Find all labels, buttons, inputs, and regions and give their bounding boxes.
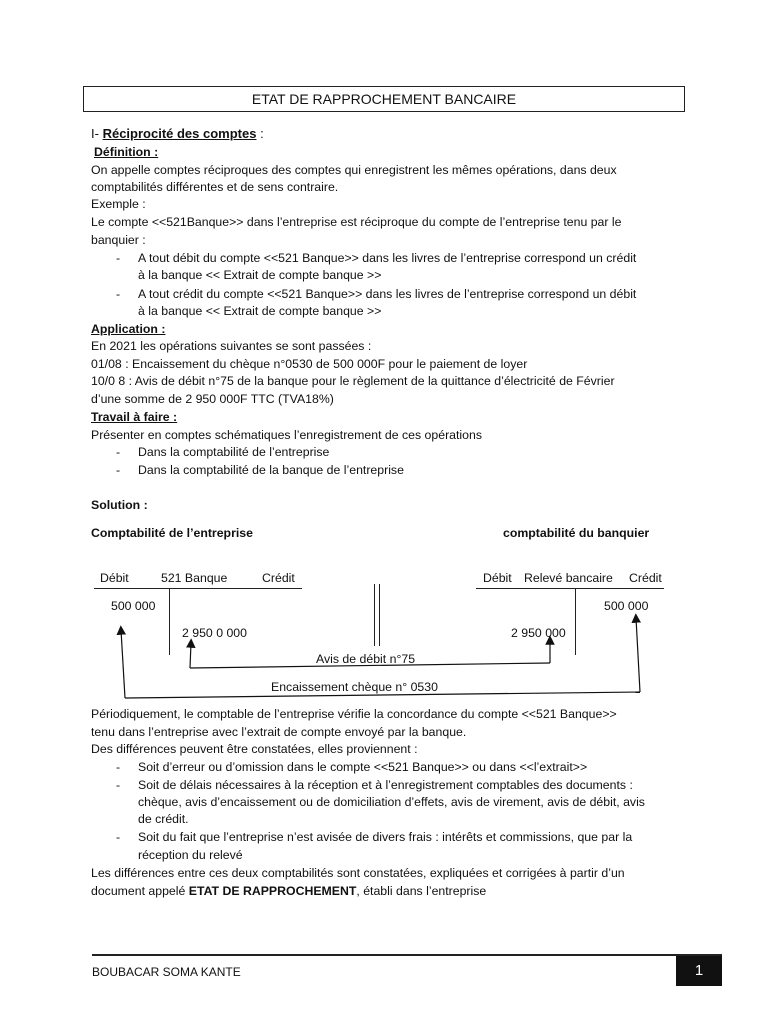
explanation-bullet-1: Soit d’erreur ou d’omission dans le compte <<521 Banque>> ou dans <<l’extrait>>: [138, 760, 588, 774]
operation-1: 01/08 : Encaissement du chèque n°0530 de 500 000F pour le paiement de loyer: [91, 357, 528, 371]
application-label: Application :: [91, 322, 166, 336]
operation-2-line-2: d’une somme de 2 950 000F TTC (TVA18%): [91, 392, 334, 406]
bullet-marker: -: [116, 760, 121, 774]
bullet-2-line-1: A tout crédit du compte <<521 Banque>> dans les livres de l’entreprise correspond un débit: [138, 287, 637, 301]
left-credit-label: Crédit: [262, 571, 295, 585]
bullet-marker: -: [116, 778, 121, 792]
left-credit-value: 2 950 0 000: [182, 626, 247, 640]
bullet-marker: -: [116, 445, 121, 459]
cheque-arrow-left: [121, 630, 125, 698]
bullet-1-line-1: A tout débit du compte <<521 Banque>> dans les livres de l’entreprise correspond un crédit: [138, 251, 637, 265]
explanation-p3-emphasis: ETAT DE RAPPROCHEMENT: [188, 884, 357, 898]
explanation-p2: Des différences peuvent être constatées, elles proviennent :: [91, 742, 418, 756]
right-credit-value: 500 000: [604, 599, 649, 613]
debit-notice-label: Avis de débit n°75: [316, 652, 416, 666]
right-debit-label: Débit: [483, 571, 512, 585]
example-line-2: banquier :: [91, 233, 146, 247]
explanation-bullet-3-line-1: Soit du fait que l’entreprise n’est avisée de divers frais : intérêts et commissions, que par la: [138, 830, 633, 844]
explanation-bullet-3-line-2: réception du relevé: [138, 848, 243, 862]
bullet-marker: -: [116, 251, 121, 265]
page-number: 1: [676, 956, 722, 986]
right-account-name: Relevé bancaire: [524, 571, 613, 585]
explanation-p3-line-2: [91, 884, 486, 898]
operation-2-line-1: 10/0 8 : Avis de débit n°75 de la banque pour le règlement de la quittance d’électricité de Février: [91, 374, 615, 388]
bullet-marker: -: [116, 830, 121, 844]
cheque-label: Encaissement chèque n° 0530: [271, 680, 438, 694]
explanation-p1-line-2: tenu dans l’entreprise avec l’extrait de compte envoyé par la banque.: [91, 725, 467, 739]
footer-author: BOUBACAR SOMA KANTE: [92, 965, 241, 979]
work-label: Travail à faire :: [91, 410, 178, 424]
explanation-p1-line-1: Périodiquement, le comptable de l’entreprise vérifie la concordance du compte <<521 Banque>>: [91, 707, 617, 721]
explanation-p3-part-c: , établi dans l’entreprise: [356, 884, 487, 898]
example-line-1: Le compte <<521Banque>> dans l’entreprise est réciproque du compte de l’entreprise tenu par le: [91, 215, 622, 229]
bullet-2-line-2: à la banque << Extrait de compte banque >>: [138, 304, 382, 318]
example-label: Exemple :: [91, 197, 146, 211]
right-credit-label: Crédit: [629, 571, 662, 585]
left-debit-value: 500 000: [111, 599, 156, 613]
work-line: Présenter en comptes schématiques l’enregistrement de ces opérations: [91, 428, 482, 442]
left-account-name: 521 Banque: [161, 571, 228, 585]
explanation-p3-part-a: document appelé: [91, 884, 189, 898]
cheque-arrow-right: [636, 618, 640, 692]
left-heading: Comptabilité de l’entreprise: [91, 526, 253, 540]
bullet-1-line-2: à la banque << Extrait de compte banque >>: [138, 268, 382, 282]
right-debit-value: 2 950 000: [511, 626, 566, 640]
explanation-bullet-2-line-2: chèque, avis d’encaissement ou de domiciliation d’effets, avis de virement, avis de débit, avis: [138, 795, 645, 809]
bullet-marker: -: [116, 287, 121, 301]
work-bullet-1: Dans la comptabilité de l’entreprise: [138, 445, 330, 459]
definition-line-1: On appelle comptes réciproques des comptes qui enregistrent les mêmes opérations, dans deux: [91, 163, 617, 177]
bullet-marker: -: [116, 463, 121, 477]
explanation-bullet-2-line-1: Soit de délais nécessaires à la réception et à l’enregistrement comptables des documents :: [138, 778, 633, 792]
left-debit-label: Débit: [100, 571, 129, 585]
section-title: Réciprocité des comptes: [102, 126, 257, 141]
work-bullet-2: Dans la comptabilité de la banque de l’entreprise: [138, 463, 404, 477]
solution-label: Solution :: [91, 498, 148, 512]
right-heading: comptabilité du banquier: [503, 526, 650, 540]
page-title: ETAT DE RAPPROCHEMENT BANCAIRE: [83, 86, 685, 112]
section-number: I-: [91, 126, 99, 141]
section-title-suffix: :: [256, 126, 264, 141]
definition-line-2: comptabilités différentes et de sens contraire.: [91, 180, 339, 194]
definition-label: Définition :: [94, 145, 159, 159]
explanation-p3-line-1: Les différences entre ces deux comptabilités sont constatées, expliquées et corrigées à partir d’un: [91, 866, 625, 880]
explanation-bullet-2-line-3: de crédit.: [138, 812, 189, 826]
footer-rule: [92, 954, 722, 956]
application-intro: En 2021 les opérations suivantes se sont passées :: [91, 339, 372, 353]
debit-notice-arrow-left: [190, 643, 191, 668]
